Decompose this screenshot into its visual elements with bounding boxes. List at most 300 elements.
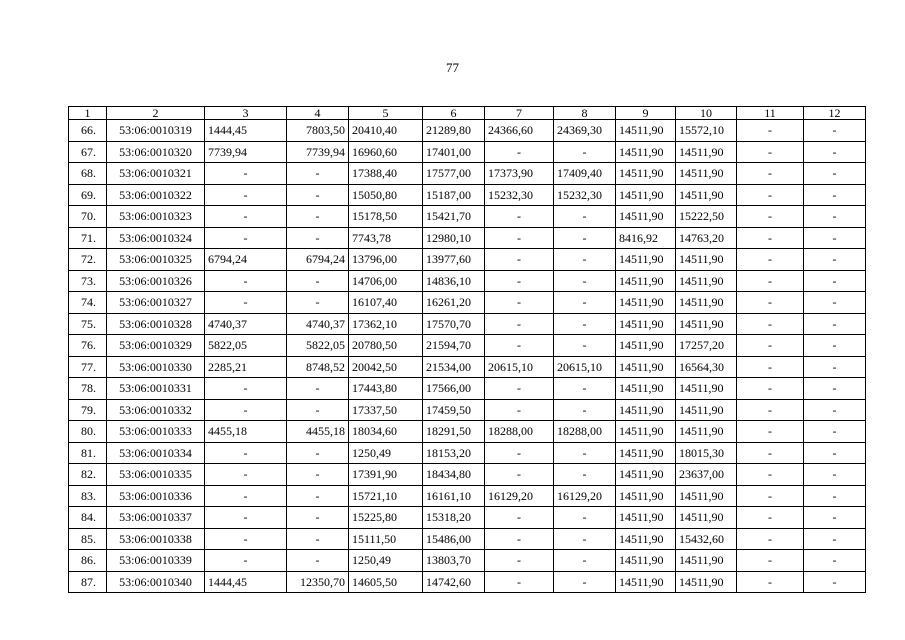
table-cell: 15050,80 xyxy=(349,184,423,206)
table-cell: 14511,90 xyxy=(616,464,676,486)
table-cell: 14511,90 xyxy=(676,270,737,292)
table-cell: - xyxy=(485,378,554,400)
table-cell: 14511,90 xyxy=(616,571,676,593)
table-row xyxy=(69,141,866,163)
table-row xyxy=(69,270,866,292)
table-cell: 24366,60 xyxy=(485,120,554,142)
table-cell: 15111,50 xyxy=(349,528,423,550)
table-cell: 14511,90 xyxy=(676,550,737,572)
table-cell: - xyxy=(554,313,616,335)
table-cell: 14511,90 xyxy=(616,528,676,550)
column-header: 2 xyxy=(107,107,205,120)
table-cell: 66. xyxy=(69,120,107,142)
table-cell: 14511,90 xyxy=(676,292,737,314)
table-cell: - xyxy=(804,485,866,507)
table-cell: 14706,00 xyxy=(349,270,423,292)
table-cell: - xyxy=(205,227,287,249)
column-header: 9 xyxy=(616,107,676,120)
table-cell: 21594,70 xyxy=(423,335,485,357)
table-cell: 23637,00 xyxy=(676,464,737,486)
table-cell: - xyxy=(804,571,866,593)
table-cell: 14511,90 xyxy=(616,184,676,206)
table-cell: 8416,92 xyxy=(616,227,676,249)
table-cell: 71. xyxy=(69,227,107,249)
table-row xyxy=(69,571,866,593)
table-cell: 1250,49 xyxy=(349,550,423,572)
table-cell: - xyxy=(485,399,554,421)
column-header: 12 xyxy=(804,107,866,120)
table-cell: 6794,24 xyxy=(287,249,349,271)
table-row xyxy=(69,378,866,400)
table-cell: 14511,90 xyxy=(616,292,676,314)
table-cell: 15721,10 xyxy=(349,485,423,507)
table-cell: - xyxy=(287,507,349,529)
table-cell: - xyxy=(205,485,287,507)
table-cell: - xyxy=(804,335,866,357)
table-cell: 77. xyxy=(69,356,107,378)
table-cell: 82. xyxy=(69,464,107,486)
table-cell: 15222,50 xyxy=(676,206,737,228)
table-cell: 14511,90 xyxy=(676,313,737,335)
table-cell: - xyxy=(287,227,349,249)
table-cell: 14511,90 xyxy=(616,335,676,357)
table-cell: 14511,90 xyxy=(616,163,676,185)
table-cell: 81. xyxy=(69,442,107,464)
table-cell: 24369,30 xyxy=(554,120,616,142)
column-header: 6 xyxy=(423,107,485,120)
table-cell: 17337,50 xyxy=(349,399,423,421)
table-row xyxy=(69,227,866,249)
table-cell: 17401,00 xyxy=(423,141,485,163)
column-header: 5 xyxy=(349,107,423,120)
table-cell: - xyxy=(485,292,554,314)
table-cell: 68. xyxy=(69,163,107,185)
table-cell: - xyxy=(485,507,554,529)
table-cell: - xyxy=(554,507,616,529)
table-cell: 4455,18 xyxy=(205,421,287,443)
table-cell: - xyxy=(737,378,804,400)
table-cell: 53:06:0010336 xyxy=(107,485,205,507)
table-cell: 15232,30 xyxy=(554,184,616,206)
table-cell: - xyxy=(554,249,616,271)
table-cell: 2285,21 xyxy=(205,356,287,378)
table-cell: 14511,90 xyxy=(616,442,676,464)
column-header: 10 xyxy=(676,107,737,120)
table-cell: - xyxy=(804,292,866,314)
table-cell: 15178,50 xyxy=(349,206,423,228)
table-cell: 16129,20 xyxy=(485,485,554,507)
table-cell: - xyxy=(737,292,804,314)
table-cell: 70. xyxy=(69,206,107,228)
table-cell: - xyxy=(287,528,349,550)
table-cell: 14511,90 xyxy=(676,249,737,271)
table-cell: 4740,37 xyxy=(287,313,349,335)
table-cell: - xyxy=(737,184,804,206)
table-cell: - xyxy=(205,507,287,529)
table-cell: 16107,40 xyxy=(349,292,423,314)
table-cell: - xyxy=(205,550,287,572)
table-cell: - xyxy=(205,206,287,228)
table-cell: - xyxy=(485,313,554,335)
table-row xyxy=(69,507,866,529)
table-cell: - xyxy=(205,464,287,486)
table-row xyxy=(69,249,866,271)
table-cell: - xyxy=(554,206,616,228)
table-cell: 16261,20 xyxy=(423,292,485,314)
table-cell: 1250,49 xyxy=(349,442,423,464)
table-cell: 14511,90 xyxy=(676,399,737,421)
table-cell: - xyxy=(287,399,349,421)
table-cell: 6794,24 xyxy=(205,249,287,271)
table-cell: - xyxy=(737,528,804,550)
table-cell: 14511,90 xyxy=(676,571,737,593)
table-cell: 7739,94 xyxy=(205,141,287,163)
table-row xyxy=(69,292,866,314)
table-cell: 53:06:0010319 xyxy=(107,120,205,142)
table-cell: 53:06:0010320 xyxy=(107,141,205,163)
table-cell: - xyxy=(804,163,866,185)
table-cell: 53:06:0010324 xyxy=(107,227,205,249)
page-number: 77 xyxy=(446,60,459,75)
table-cell: 7739,94 xyxy=(287,141,349,163)
table-cell: 17362,10 xyxy=(349,313,423,335)
table-cell: - xyxy=(554,571,616,593)
table-cell: 13977,60 xyxy=(423,249,485,271)
table-cell: - xyxy=(737,464,804,486)
table-cell: 16960,60 xyxy=(349,141,423,163)
table-cell: 15572,10 xyxy=(676,120,737,142)
table-cell: - xyxy=(205,270,287,292)
table-cell: 53:06:0010331 xyxy=(107,378,205,400)
table-cell: - xyxy=(485,464,554,486)
table-cell: 53:06:0010338 xyxy=(107,528,205,550)
table-cell: 14511,90 xyxy=(616,550,676,572)
table-cell: 53:06:0010339 xyxy=(107,550,205,572)
table-cell: 13803,70 xyxy=(423,550,485,572)
table-cell: 12980,10 xyxy=(423,227,485,249)
table-cell: 21289,80 xyxy=(423,120,485,142)
table-cell: - xyxy=(287,550,349,572)
table-cell: - xyxy=(737,421,804,443)
table-cell: - xyxy=(554,464,616,486)
table-cell: - xyxy=(485,141,554,163)
table-cell: - xyxy=(804,141,866,163)
table-cell: 72. xyxy=(69,249,107,271)
table-cell: - xyxy=(737,227,804,249)
table-cell: - xyxy=(485,249,554,271)
table-cell: 17257,20 xyxy=(676,335,737,357)
table-cell: 53:06:0010335 xyxy=(107,464,205,486)
table-cell: - xyxy=(737,206,804,228)
table-cell: - xyxy=(737,270,804,292)
table-cell: - xyxy=(804,313,866,335)
table-cell: 7743,78 xyxy=(349,227,423,249)
table-cell: - xyxy=(287,442,349,464)
table-cell: 4740,37 xyxy=(205,313,287,335)
table-cell: 14511,90 xyxy=(616,313,676,335)
table-row xyxy=(69,206,866,228)
table-row xyxy=(69,485,866,507)
table-cell: 73. xyxy=(69,270,107,292)
table-cell: 14511,90 xyxy=(616,421,676,443)
table-cell: 53:06:0010337 xyxy=(107,507,205,529)
table-cell: 14511,90 xyxy=(616,206,676,228)
table-cell: - xyxy=(287,163,349,185)
table-cell: 14511,90 xyxy=(616,270,676,292)
table-cell: 20410,40 xyxy=(349,120,423,142)
table-cell: - xyxy=(205,292,287,314)
table-cell: - xyxy=(804,227,866,249)
table-cell: - xyxy=(737,442,804,464)
table-cell: - xyxy=(554,227,616,249)
table-cell: 18153,20 xyxy=(423,442,485,464)
table-cell: 14511,90 xyxy=(616,399,676,421)
table-cell: - xyxy=(737,120,804,142)
table-cell: 14511,90 xyxy=(676,141,737,163)
table-cell: - xyxy=(804,120,866,142)
table-row xyxy=(69,442,866,464)
table-cell: - xyxy=(554,141,616,163)
table-cell: - xyxy=(804,528,866,550)
table-cell: - xyxy=(287,464,349,486)
table-cell: - xyxy=(737,249,804,271)
table-cell: 14511,90 xyxy=(616,485,676,507)
table-cell: 15232,30 xyxy=(485,184,554,206)
table-cell: 15225,80 xyxy=(349,507,423,529)
table-cell: 20615,10 xyxy=(554,356,616,378)
table-cell: 67. xyxy=(69,141,107,163)
table-cell: 20615,10 xyxy=(485,356,554,378)
table-cell: 53:06:0010329 xyxy=(107,335,205,357)
table-cell: - xyxy=(485,335,554,357)
table-cell: 14511,90 xyxy=(676,378,737,400)
column-header: 3 xyxy=(205,107,287,120)
table-cell: 18015,30 xyxy=(676,442,737,464)
table-cell: 14511,90 xyxy=(616,378,676,400)
table-cell: - xyxy=(737,507,804,529)
table-cell: 21534,00 xyxy=(423,356,485,378)
table-cell: 20780,50 xyxy=(349,335,423,357)
table-cell: - xyxy=(737,335,804,357)
table-cell: - xyxy=(804,442,866,464)
column-header: 1 xyxy=(69,107,107,120)
table-cell: 86. xyxy=(69,550,107,572)
table-cell: - xyxy=(485,442,554,464)
table-cell: - xyxy=(804,270,866,292)
table-cell: 53:06:0010327 xyxy=(107,292,205,314)
table-cell: 17391,90 xyxy=(349,464,423,486)
table-cell: - xyxy=(485,227,554,249)
table-cell: - xyxy=(737,163,804,185)
column-header: 7 xyxy=(485,107,554,120)
table-cell: 80. xyxy=(69,421,107,443)
table-row xyxy=(69,399,866,421)
table-cell: - xyxy=(554,550,616,572)
table-cell: - xyxy=(804,550,866,572)
table-cell: - xyxy=(737,313,804,335)
table-row xyxy=(69,120,866,142)
table-cell: 14511,90 xyxy=(616,141,676,163)
table-cell: - xyxy=(554,378,616,400)
table-cell: 53:06:0010334 xyxy=(107,442,205,464)
table-cell: 18291,50 xyxy=(423,421,485,443)
table-row xyxy=(69,550,866,572)
table-cell: 14511,90 xyxy=(676,421,737,443)
table-cell: 17409,40 xyxy=(554,163,616,185)
table-cell: - xyxy=(287,378,349,400)
table-cell: 87. xyxy=(69,571,107,593)
table-cell: 85. xyxy=(69,528,107,550)
table-cell: - xyxy=(485,528,554,550)
table-cell: 15421,70 xyxy=(423,206,485,228)
table-cell: - xyxy=(485,550,554,572)
table-cell: - xyxy=(737,550,804,572)
table-cell: 14511,90 xyxy=(676,163,737,185)
column-header: 11 xyxy=(737,107,804,120)
table-row xyxy=(69,356,866,378)
table-cell: - xyxy=(485,206,554,228)
table-cell: - xyxy=(554,399,616,421)
data-table xyxy=(68,106,866,593)
table-cell: 5822,05 xyxy=(205,335,287,357)
table-cell: 8748,52 xyxy=(287,356,349,378)
table-cell: 53:06:0010328 xyxy=(107,313,205,335)
table-cell: - xyxy=(485,270,554,292)
column-header: 8 xyxy=(554,107,616,120)
table-cell: - xyxy=(804,249,866,271)
table-cell: 74. xyxy=(69,292,107,314)
table-cell: - xyxy=(287,270,349,292)
table-row xyxy=(69,421,866,443)
table-cell: - xyxy=(205,442,287,464)
table-cell: - xyxy=(804,464,866,486)
table-cell: - xyxy=(554,442,616,464)
table-cell: - xyxy=(554,335,616,357)
table-body xyxy=(69,120,866,593)
table-cell: - xyxy=(205,378,287,400)
table-row xyxy=(69,184,866,206)
table-cell: 16564,30 xyxy=(676,356,737,378)
table-cell: 79. xyxy=(69,399,107,421)
table-row xyxy=(69,163,866,185)
table-cell: 14511,90 xyxy=(616,356,676,378)
table-cell: 14763,20 xyxy=(676,227,737,249)
table-cell: 15432,60 xyxy=(676,528,737,550)
table-cell: 7803,50 xyxy=(287,120,349,142)
table-row xyxy=(69,528,866,550)
table-cell: 18034,60 xyxy=(349,421,423,443)
table-cell: 15187,00 xyxy=(423,184,485,206)
table-cell: 76. xyxy=(69,335,107,357)
table-cell: 14511,90 xyxy=(616,249,676,271)
header-row xyxy=(69,107,866,120)
table-cell: 83. xyxy=(69,485,107,507)
table-row xyxy=(69,313,866,335)
table-cell: 53:06:0010340 xyxy=(107,571,205,593)
table-cell: 18434,80 xyxy=(423,464,485,486)
table-cell: 17570,70 xyxy=(423,313,485,335)
table-cell: 53:06:0010326 xyxy=(107,270,205,292)
table-cell: 53:06:0010322 xyxy=(107,184,205,206)
table-cell: - xyxy=(737,399,804,421)
column-header: 4 xyxy=(287,107,349,120)
table-cell: 17443,80 xyxy=(349,378,423,400)
table-cell: 17577,00 xyxy=(423,163,485,185)
table-cell: - xyxy=(287,184,349,206)
table-cell: - xyxy=(205,184,287,206)
table-cell: 14742,60 xyxy=(423,571,485,593)
table-row xyxy=(69,335,866,357)
table-cell: 14836,10 xyxy=(423,270,485,292)
table-row xyxy=(69,464,866,486)
table-cell: 14511,90 xyxy=(616,507,676,529)
table-cell: 53:06:0010323 xyxy=(107,206,205,228)
table-cell: 53:06:0010333 xyxy=(107,421,205,443)
table-cell: - xyxy=(804,421,866,443)
table-cell: 17373,90 xyxy=(485,163,554,185)
table-cell: - xyxy=(737,571,804,593)
table-cell: 5822,05 xyxy=(287,335,349,357)
table-cell: 20042,50 xyxy=(349,356,423,378)
table-cell: 69. xyxy=(69,184,107,206)
table-cell: - xyxy=(737,141,804,163)
table-cell: - xyxy=(287,206,349,228)
table-cell: 17459,50 xyxy=(423,399,485,421)
table-cell: 17388,40 xyxy=(349,163,423,185)
table-cell: 16161,10 xyxy=(423,485,485,507)
table-cell: 14511,90 xyxy=(676,485,737,507)
table-cell: 15486,00 xyxy=(423,528,485,550)
table-cell: 1444,45 xyxy=(205,571,287,593)
table-cell: 53:06:0010325 xyxy=(107,249,205,271)
table-cell: - xyxy=(804,378,866,400)
table-cell: - xyxy=(737,356,804,378)
table-cell: - xyxy=(804,507,866,529)
table-cell: - xyxy=(554,528,616,550)
table-cell: - xyxy=(804,206,866,228)
table-cell: 14511,90 xyxy=(616,120,676,142)
table-cell: - xyxy=(287,485,349,507)
table-cell: 75. xyxy=(69,313,107,335)
table-cell: 78. xyxy=(69,378,107,400)
table-cell: 1444,45 xyxy=(205,120,287,142)
table-cell: - xyxy=(205,399,287,421)
table-cell: 84. xyxy=(69,507,107,529)
table-cell: 13796,00 xyxy=(349,249,423,271)
table-cell: 18288,00 xyxy=(485,421,554,443)
table-cell: 16129,20 xyxy=(554,485,616,507)
table-cell: 18288,00 xyxy=(554,421,616,443)
table-cell: - xyxy=(804,399,866,421)
table-cell: - xyxy=(205,528,287,550)
table-cell: - xyxy=(485,571,554,593)
table-cell: 15318,20 xyxy=(423,507,485,529)
table-cell: 53:06:0010330 xyxy=(107,356,205,378)
table-cell: - xyxy=(554,270,616,292)
table-cell: 17566,00 xyxy=(423,378,485,400)
table-cell: 53:06:0010332 xyxy=(107,399,205,421)
table-cell: 53:06:0010321 xyxy=(107,163,205,185)
table-cell: - xyxy=(804,184,866,206)
table-cell: - xyxy=(287,292,349,314)
table-cell: 4455,18 xyxy=(287,421,349,443)
table-cell: 14511,90 xyxy=(676,184,737,206)
table-cell: - xyxy=(737,485,804,507)
table-cell: 14511,90 xyxy=(676,507,737,529)
table-cell: 14605,50 xyxy=(349,571,423,593)
table-cell: 12350,70 xyxy=(287,571,349,593)
table-cell: - xyxy=(804,356,866,378)
